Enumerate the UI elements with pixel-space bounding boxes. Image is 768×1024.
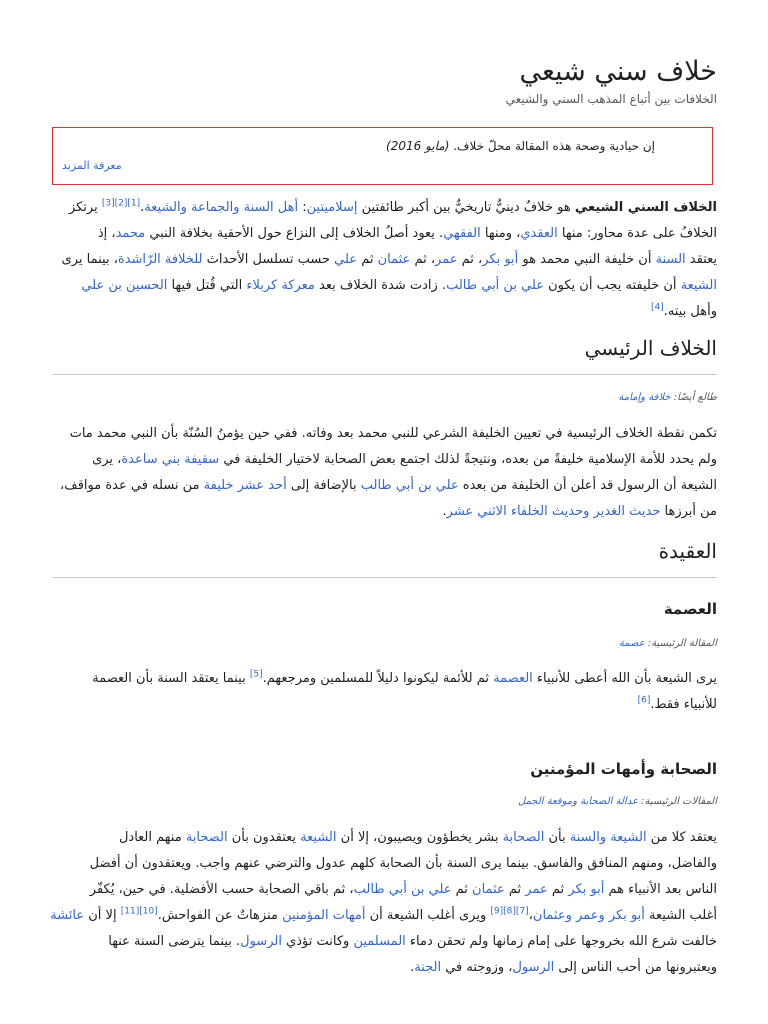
notice-message: إن حيادية وصحة هذه المقالة محلّ خلاف.	[453, 139, 655, 153]
link-ali-ibn-abi-talib[interactable]: علي بن أبي طالب	[446, 278, 544, 293]
text: ثم	[547, 882, 569, 897]
lead-paragraph	[51, 195, 717, 325]
link-ali[interactable]: علي	[334, 252, 358, 267]
link-ali-ibn-abi-talib[interactable]: علي بن أبي طالب	[360, 478, 459, 493]
lead-line	[51, 247, 717, 273]
text: منزهاتٌ عن الفواحش.	[157, 908, 283, 923]
lead-line	[51, 195, 717, 221]
hatnote	[619, 638, 717, 649]
link-battle-camel[interactable]: موقعة الجمل	[517, 796, 573, 807]
text: ولم يحدد للأمة الإسلامية خليفةً من بعده، ونتيجةً لذلك اجتمع بعض الصحابة لاختيار الخليفة في	[219, 452, 717, 467]
ismah-paragraph	[51, 666, 717, 718]
text: للأنبياء فقط.	[650, 697, 717, 712]
link-uthman[interactable]: عثمان	[472, 882, 505, 897]
link-muhammad[interactable]: محمد	[115, 226, 146, 241]
text: الخلافُ على عدة محاور: منها	[557, 226, 717, 241]
lead-term: الخلاف السني الشيعي	[574, 200, 717, 215]
link-muslims[interactable]: المسلمين	[353, 934, 406, 949]
text: .	[442, 504, 447, 519]
paragraph-line	[51, 692, 717, 718]
text: ، بينما يرى	[61, 252, 118, 267]
text: . يعود أصلُ الخلاف إلى النزاع حول الأحقية بخلافة النبي	[145, 226, 444, 241]
link-rashidun[interactable]: للخلافة الرّاشدة	[117, 252, 203, 267]
page-subtitle: الخلافات بين أتباع المذهب السني والشيعي	[505, 92, 717, 106]
text: يرتكز	[68, 200, 102, 215]
text: بشر يخطؤون ويصيبون، إلا أن	[336, 830, 503, 845]
lead-line	[51, 221, 717, 247]
link-abu-bakr[interactable]: أبو بكر	[482, 252, 519, 267]
link-ismah[interactable]: العصمة	[493, 671, 533, 686]
text: ثم للأئمة ليكونوا دليلاً للمسلمين ومرجعهم.	[262, 671, 494, 686]
text: ويعتبرونها من أحب الناس إلى	[554, 960, 717, 975]
link-sunnah[interactable]: السنة	[655, 252, 686, 267]
text: ، إذ	[97, 226, 116, 241]
sahaba-paragraph	[51, 825, 717, 981]
text: ، وزوجته في	[441, 960, 513, 975]
text: وكانت تؤذي	[281, 934, 354, 949]
link-fiqh[interactable]: الفقهي	[443, 226, 481, 241]
link-shia[interactable]: الشيعة	[680, 278, 717, 293]
text: الناس بعد الأنبياء هم	[604, 882, 717, 897]
paragraph-line	[51, 473, 717, 499]
citation[interactable]: [10][11]	[120, 906, 158, 917]
text: :	[298, 200, 307, 215]
text: ، ثم	[457, 252, 483, 267]
paragraph-line	[51, 499, 717, 525]
text: بينما يعتقد السنة بأن العصمة	[92, 671, 250, 686]
link-shia[interactable]: الشيعة	[300, 830, 337, 845]
paragraph-line: تكمن نقطة الخلاف الرئيسية في تعيين الخليفة الشرعي للنبي محمد بعد وفاته. ففي حين يؤمنُ السُنّة بأن النبي محمد مات	[69, 426, 717, 441]
link-aisha[interactable]: عائشة	[50, 908, 85, 923]
notice-more-link[interactable]: معرفة المزيد	[62, 159, 122, 172]
subsection-heading-ismah: العصمة	[663, 600, 717, 618]
link-husayn[interactable]: الحسين بن علي	[81, 278, 168, 293]
citation[interactable]: [4]	[650, 302, 664, 313]
text: يعتقد	[685, 252, 717, 267]
text: بأن	[544, 830, 570, 845]
lead-line	[51, 299, 717, 325]
text: ، ومنها	[480, 226, 521, 241]
notice-text	[386, 139, 655, 153]
hatnote-prefix: طالع أيضًا:	[670, 392, 717, 403]
link-ali-ibn-abi-talib[interactable]: علي بن أبي طالب	[353, 882, 452, 897]
link-sunni-shia[interactable]: أهل السنة والجماعة والشيعة	[144, 200, 299, 215]
link-karbala[interactable]: معركة كربلاء	[246, 278, 315, 293]
text: ، ثم	[410, 252, 436, 267]
section-heading-main-dispute: الخلاف الرئيسي	[584, 336, 717, 360]
page-title: خلاف سني شيعي	[519, 56, 717, 87]
hatnote	[618, 392, 717, 403]
neutrality-notice	[52, 127, 713, 185]
link-saqifah[interactable]: سقيفة بني ساعدة	[121, 452, 220, 467]
link-islamic[interactable]: إسلاميتين	[306, 200, 358, 215]
text: أغلب الشيعة	[644, 908, 717, 923]
subsection-heading-sahaba: الصحابة وأمهات المؤمنين	[530, 760, 717, 778]
text: منهم العادل	[118, 830, 186, 845]
text: إلا أن	[84, 908, 121, 923]
text: ، ثم باقي الصحابة حسب الأفضلية. في حين، يُكفّر	[89, 882, 354, 897]
main-dispute-paragraph	[51, 421, 717, 525]
link-prophet[interactable]: الرسول	[240, 934, 282, 949]
hatnote-prefix: المقالات الرئيسية:	[638, 796, 717, 807]
text: أن خليفة النبي محمد هو	[518, 252, 656, 267]
text: . زادت شدة الخلاف بعد	[314, 278, 447, 293]
paragraph-line: والفاضل، ومنهم المنافق والفاسق. بينما يرى السنة بأن الصحابة كلهم عدول والترضي عنهم واجب. ويعتقدون أن أفضل	[89, 856, 717, 871]
paragraph-line	[51, 903, 717, 929]
text: وأهل بيته.	[663, 304, 717, 319]
text: يرى الشيعة بأن الله أعطى للأنبياء	[532, 671, 717, 686]
link-mothers-believers[interactable]: أمهات المؤمنين	[282, 908, 366, 923]
link-ghadir-hadith[interactable]: حديث الغدير وحديث الخلفاء الاثني عشر	[446, 504, 661, 519]
paragraph-line	[51, 447, 717, 473]
text: ثم	[451, 882, 473, 897]
text: ويرى أغلب الشيعة أن	[365, 908, 491, 923]
text: بالإضافة إلى	[286, 478, 361, 493]
paragraph-line	[51, 877, 717, 903]
link-sahaba-justice[interactable]: عدالة الصحابة	[580, 796, 638, 807]
text: و	[572, 796, 581, 807]
text: يعتقدون بأن	[227, 830, 301, 845]
text: حسب تسلسل الأحداث	[202, 252, 335, 267]
hatnote-prefix: المقالة الرئيسية:	[644, 638, 717, 649]
link-paradise[interactable]: الجنة	[414, 960, 442, 975]
text: هو خلافٌ دينيٌّ تاريخيٌّ بين أكبر طائفتين	[357, 200, 575, 215]
paragraph-line	[51, 929, 717, 955]
link-aqidah[interactable]: العقدي	[520, 226, 558, 241]
text: ثم	[504, 882, 526, 897]
link-sahaba[interactable]: الصحابة	[502, 830, 545, 845]
link-umar[interactable]: عمر	[525, 882, 548, 897]
section-heading-creed: العقيدة	[658, 539, 717, 563]
link-abu-bakr[interactable]: أبو بكر	[568, 882, 605, 897]
lead-line	[51, 273, 717, 299]
paragraph-line	[51, 955, 717, 981]
link-caliphate-imamate[interactable]: خلافة وإمامة	[618, 392, 671, 403]
text: التي قُتل فيها	[167, 278, 247, 293]
link-umar[interactable]: عمر	[435, 252, 458, 267]
link-eleven-caliphs[interactable]: أحد عشر خليفة	[203, 478, 287, 493]
text: ثم	[357, 252, 378, 267]
text: ،	[528, 908, 533, 923]
link-uthman[interactable]: عثمان	[377, 252, 411, 267]
link-prophet[interactable]: الرسول	[512, 960, 555, 975]
text: أن خليفته يجب أن يكون	[543, 278, 681, 293]
text: يعتقد كلا من	[646, 830, 717, 845]
link-abu-bakr-umar-uthman[interactable]: أبو بكر وعمر وعثمان	[532, 908, 645, 923]
paragraph-line	[51, 825, 717, 851]
link-ismah[interactable]: عصمة	[618, 638, 645, 649]
hatnote	[518, 796, 717, 807]
text: . بينما يترضى السنة عنها	[108, 934, 241, 949]
paragraph-line	[51, 666, 717, 692]
citation[interactable]: [7][8][9]	[490, 906, 529, 917]
text: من أبرزها	[660, 504, 717, 519]
notice-date: (مايو 2016)	[386, 139, 450, 153]
text: ، يرى	[92, 452, 122, 467]
text: .	[410, 960, 415, 975]
citation[interactable]: [6]	[637, 695, 651, 706]
section-divider	[52, 374, 717, 375]
section-divider	[52, 577, 717, 578]
text: .	[140, 200, 145, 215]
citation[interactable]: [1][2][3]	[101, 198, 141, 209]
link-sahaba[interactable]: الصحابة	[185, 830, 228, 845]
text: الشيعة أن الرسول قد أعلن أن الخليفة من بعده	[458, 478, 717, 493]
link-shia-sunni[interactable]: الشيعة والسنة	[569, 830, 647, 845]
text: خالفت شرع الله بخروجها على إمام زمانها ولم تحقن دماء	[405, 934, 717, 949]
citation[interactable]: [5]	[249, 669, 263, 680]
text: من نسله في عدة مواقف،	[60, 478, 204, 493]
